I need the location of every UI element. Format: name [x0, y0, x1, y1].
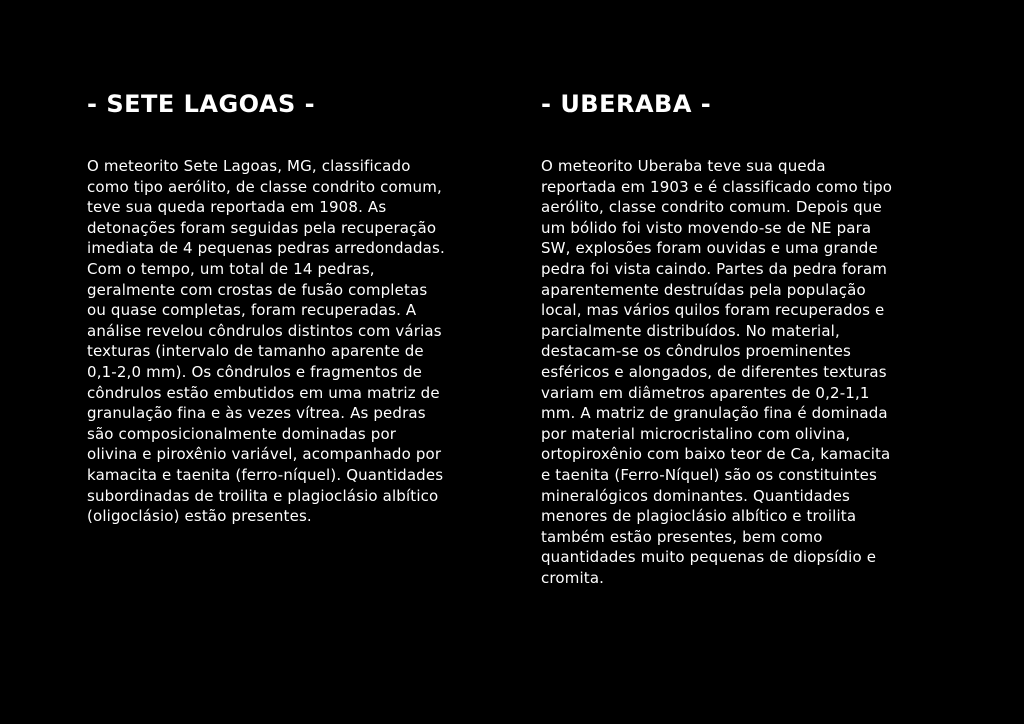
- body-line: destacam-se os côndrulos proeminentes: [541, 342, 851, 361]
- body-line: detonações foram seguidas pela recuperação: [87, 218, 437, 237]
- section-body-uberaba: [541, 156, 941, 588]
- body-line: pedra foi vista caindo. Partes da pedra foram: [541, 259, 888, 278]
- body-line: também estão presentes, bem como: [541, 527, 823, 546]
- body-line: variam em diâmetros aparentes de 0,2-1,1: [541, 383, 870, 402]
- body-line: (oligoclásio) estão presentes.: [87, 507, 312, 526]
- body-line: menores de plagioclásio albítico e troilita: [541, 507, 857, 526]
- body-line: e taenita (Ferro-Níquel) são os constituintes: [541, 465, 877, 484]
- body-line: um bólido foi visto movendo-se de NE para: [541, 218, 872, 237]
- body-line: 0,1-2,0 mm). Os côndrulos e fragmentos de: [87, 362, 422, 381]
- body-line: mm. A matriz de granulação fina é dominada: [541, 404, 888, 423]
- section-title-uberaba: - UBERABA -: [541, 90, 712, 118]
- body-line: como tipo aerólito, de classe condrito comum,: [87, 177, 442, 196]
- body-line: SW, explosões foram ouvidas e uma grande: [541, 239, 878, 258]
- body-line: Com o tempo, um total de 14 pedras,: [87, 259, 375, 278]
- body-line: geralmente com crostas de fusão completas: [87, 280, 428, 299]
- section-title-sete-lagoas: - SETE LAGOAS -: [87, 90, 316, 118]
- body-line: ou quase completas, foram recuperadas. A: [87, 301, 417, 320]
- body-line: aerólito, classe condrito comum. Depois que: [541, 198, 882, 217]
- body-line: teve sua queda reportada em 1908. As: [87, 198, 387, 217]
- body-line: parcialmente distribuídos. No material,: [541, 321, 840, 340]
- body-line: côndrulos estão embutidos em uma matriz de: [87, 383, 440, 402]
- body-line: análise revelou côndrulos distintos com várias: [87, 321, 442, 340]
- body-line: ortopiroxênio com baixo teor de Ca, kamacita: [541, 445, 891, 464]
- body-line: O meteorito Sete Lagoas, MG, classificado: [87, 157, 411, 175]
- body-line: aparentemente destruídas pela população: [541, 280, 866, 299]
- body-line: por material microcristalino com olivina,: [541, 424, 851, 443]
- body-line: O meteorito Uberaba teve sua queda: [541, 157, 826, 175]
- body-line: granulação fina e às vezes vítrea. As pedras: [87, 404, 426, 423]
- body-line: mineralógicos dominantes. Quantidades: [541, 486, 850, 505]
- body-line: olivina e piroxênio variável, acompanhado por: [87, 445, 442, 464]
- section-body-sete-lagoas: [87, 156, 487, 527]
- section-uberaba: [541, 88, 941, 588]
- body-line: subordinadas de troilita e plagioclásio albítico: [87, 486, 439, 505]
- body-line: kamacita e taenita (ferro-níquel). Quantidades: [87, 465, 444, 484]
- body-line: cromita.: [541, 568, 605, 587]
- body-line: são composicionalmente dominadas por: [87, 424, 397, 443]
- body-line: esféricos e alongados, de diferentes texturas: [541, 362, 887, 381]
- section-sete-lagoas: [87, 88, 487, 527]
- body-line: texturas (intervalo de tamanho aparente de: [87, 342, 424, 361]
- body-line: local, mas vários quilos foram recuperados e: [541, 301, 885, 320]
- body-line: quantidades muito pequenas de diopsídio e: [541, 548, 877, 567]
- body-line: reportada em 1903 e é classificado como tipo: [541, 177, 893, 196]
- body-line: imediata de 4 pequenas pedras arredondadas.: [87, 239, 445, 258]
